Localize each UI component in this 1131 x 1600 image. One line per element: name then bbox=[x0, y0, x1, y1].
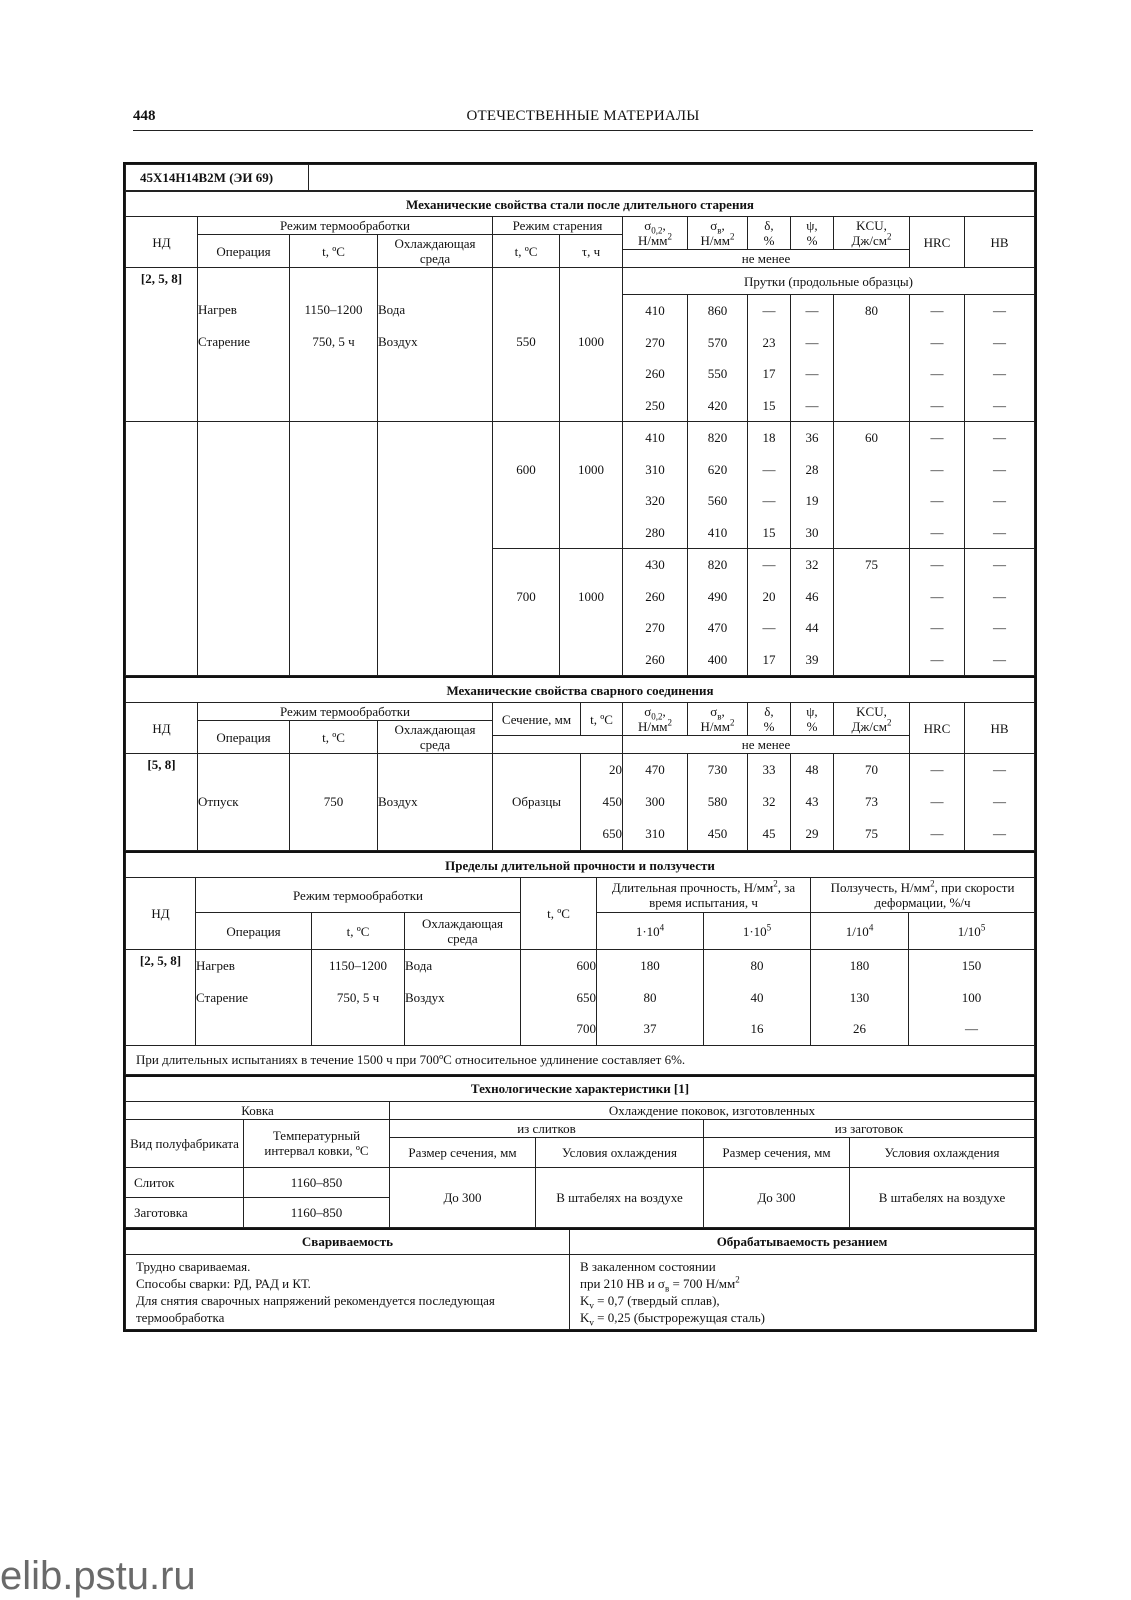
cooling-header: Охлаждающая среда bbox=[378, 235, 493, 268]
weldability-text bbox=[126, 1254, 570, 1329]
tech-title: Технологические характеристики [1] bbox=[126, 1076, 1035, 1102]
aging-temp-600: 600 bbox=[493, 422, 560, 549]
sv-col-g2: 820 620 560 410 bbox=[688, 422, 748, 549]
delta-header: δ, % bbox=[748, 703, 791, 736]
ingot-size-header: Размер сечения, мм bbox=[390, 1137, 536, 1167]
sv-col-g3: 820 490 470 400 bbox=[688, 549, 748, 676]
s02-col-g2: 410 310 320 280 bbox=[623, 422, 688, 549]
creep-cooling: Вода Воздух bbox=[405, 950, 521, 1046]
creep-temps: 1150–1200 750, 5 ч bbox=[312, 950, 405, 1046]
forging-range: 1160–850 bbox=[244, 1167, 390, 1197]
weld-temp: 750 bbox=[290, 754, 378, 851]
grade-blank bbox=[309, 165, 1035, 191]
s02-col-g3: 430 260 270 260 bbox=[623, 549, 688, 676]
strength-header: Длительная прочность, $Н/мм^2$, за время испытания, ч bbox=[597, 878, 811, 913]
aging-title: Механические свойства стали после длительного старения bbox=[126, 192, 1035, 217]
kcu-header: KCU, $Дж/см^2$ bbox=[834, 703, 910, 736]
hb-col-g1: — — — — bbox=[965, 295, 1035, 422]
page-header bbox=[133, 108, 1033, 131]
weld-cooling: Воздух bbox=[378, 754, 493, 851]
machinability-line: $K_v = 0,25$ (быстрорежущая сталь) bbox=[580, 1309, 766, 1328]
operation-header: Операция bbox=[198, 235, 290, 268]
delta-col-g1: — 23 17 15 bbox=[748, 295, 791, 422]
temp-header: t, ºС bbox=[312, 913, 405, 950]
psi-col-g1: — — — — bbox=[791, 295, 834, 422]
delta-col-g2: 18 — — 15 bbox=[748, 422, 791, 549]
heat-treatment-header: Режим термообработки bbox=[198, 217, 493, 235]
aging-nd-cont bbox=[126, 422, 198, 549]
hb-col-g2: — — — — bbox=[965, 422, 1035, 549]
kcu-col-g1: 80 bbox=[834, 295, 910, 422]
cooling-item: Воздух bbox=[378, 334, 418, 349]
weld-hrc: — — — bbox=[910, 754, 965, 851]
strength-1e5-values: 80 40 16 bbox=[704, 950, 811, 1046]
hrc-header: HRC bbox=[910, 217, 965, 268]
aging-temps bbox=[290, 268, 378, 422]
s02-header: $\sigma_{0,2}$, $Н/мм^2$ bbox=[623, 217, 688, 250]
creep-1e5-header: $1/10^5$ bbox=[909, 913, 1035, 950]
strength-1e4-values: 180 80 37 bbox=[597, 950, 704, 1046]
ingot-size: До 300 bbox=[390, 1167, 536, 1227]
psi-header: ψ, % bbox=[791, 217, 834, 250]
aging-temp-value: 550 bbox=[516, 334, 536, 349]
weld-nd: [5, 8] bbox=[126, 754, 198, 851]
from-ingot-header: из слитков bbox=[390, 1119, 704, 1137]
s02-col-g1: 410 270 260 250 bbox=[623, 295, 688, 422]
cooling-cont bbox=[378, 422, 493, 549]
aging-temp-header: t, ºС bbox=[493, 235, 560, 268]
delta-col-g3: — 20 — 17 bbox=[748, 549, 791, 676]
aging-operations bbox=[198, 268, 290, 422]
from-billet-header: из заготовок bbox=[704, 1119, 1035, 1137]
kcu-col-g3: 75 bbox=[834, 549, 910, 676]
delta-header: δ, % bbox=[748, 217, 791, 250]
hrc-header: HRC bbox=[910, 703, 965, 754]
grade-label: 45Х14Н14В2М (ЭИ 69) bbox=[126, 165, 309, 191]
creep-title: Пределы длительной прочности и ползучести bbox=[126, 852, 1035, 878]
aging-nd: [2, 5, 8] bbox=[126, 268, 198, 422]
creep-1e4-header: $1/10^4$ bbox=[811, 913, 909, 950]
aging-time-700: 1000 bbox=[560, 549, 623, 676]
psi-col-g2: 36 28 19 30 bbox=[791, 422, 834, 549]
nd-header: НД bbox=[126, 703, 198, 754]
cooling-forgings-header: Охлаждение поковок, изготовленных bbox=[390, 1101, 1035, 1119]
aging-temp-700: 700 bbox=[493, 549, 560, 676]
test-temp-header: t, ºС bbox=[581, 703, 623, 736]
sv-header: $\sigma_в$, $Н/мм^2$ bbox=[688, 703, 748, 736]
weld-title: Механические свойства сварного соединения bbox=[126, 677, 1035, 703]
strength-1e5-header: $1\cdot 10^5$ bbox=[704, 913, 811, 950]
creep-test-temps: 600 650 700 bbox=[521, 950, 597, 1046]
sv-col-g1: 860 570 550 420 bbox=[688, 295, 748, 422]
aging-mode-header: Режим старения bbox=[493, 217, 623, 235]
weld-section: Образцы bbox=[493, 754, 581, 851]
weld-kcu: 70 73 75 bbox=[834, 754, 910, 851]
weldability-line: Для снятия сварочных напряжений рекомендуется последующая термообработка bbox=[136, 1292, 495, 1325]
aging-time-value: 1000 bbox=[578, 334, 604, 349]
watermark: elib.pstu.ru bbox=[0, 1554, 196, 1598]
material-card bbox=[123, 162, 1037, 1332]
operation-header: Операция bbox=[198, 721, 290, 754]
weld-operation: Отпуск bbox=[198, 754, 290, 851]
machinability-line: В закаленном состоянии bbox=[580, 1258, 716, 1274]
machinability-text bbox=[570, 1254, 1035, 1329]
creep-1e4-values: 180 130 26 bbox=[811, 950, 909, 1046]
aging-nd-cont bbox=[126, 549, 198, 676]
sv-header: $\sigma_в$, $Н/мм^2$ bbox=[688, 217, 748, 250]
cooling-header: Охлаждающая среда bbox=[378, 721, 493, 754]
creep-table bbox=[125, 851, 1035, 1075]
psi-header: ψ, % bbox=[791, 703, 834, 736]
temp-header: t, ºС bbox=[290, 235, 378, 268]
section-header: Сечение, мм bbox=[493, 703, 581, 736]
sample-note: Прутки (продольные образцы) bbox=[623, 268, 1035, 295]
temp-header: t, ºС bbox=[290, 721, 378, 754]
hrc-col-g3: — — — — bbox=[910, 549, 965, 676]
forging-range: 1160–850 bbox=[244, 1197, 390, 1227]
nd-header: НД bbox=[126, 217, 198, 268]
aging-cooling bbox=[378, 268, 493, 422]
creep-nd: [2, 5, 8] bbox=[126, 950, 196, 1046]
heat-treatment-header: Режим термообработки bbox=[196, 878, 521, 913]
operation-item: Старение bbox=[198, 334, 251, 349]
hb-header: НВ bbox=[965, 217, 1035, 268]
weld-delta: 33 32 45 bbox=[748, 754, 791, 851]
machinability-line: $K_v = 0,7$ (твердый сплав), bbox=[580, 1292, 720, 1311]
running-title: ОТЕЧЕСТВЕННЫЕ МАТЕРИАЛЫ bbox=[466, 108, 700, 124]
temp-item: 1150–1200 bbox=[304, 302, 363, 317]
billet-cond-header: Условия охлаждения bbox=[850, 1137, 1035, 1167]
cooling-header: Охлаждающая среда bbox=[405, 913, 521, 950]
hrc-col-g1: — — — — bbox=[910, 295, 965, 422]
ingot-cond-header: Условия охлаждения bbox=[536, 1137, 704, 1167]
operations-cont bbox=[198, 422, 290, 549]
aging-time-550 bbox=[560, 268, 623, 422]
operation-header: Операция bbox=[196, 913, 312, 950]
creep-note: При длительных испытаниях в течение 1500 ч при 700ºС относительное удлинение составляет 6%. bbox=[126, 1045, 1035, 1074]
cooling-cont bbox=[378, 549, 493, 676]
weldability-table bbox=[125, 1228, 1035, 1330]
kcu-header: KCU, $Дж/см^2$ bbox=[834, 217, 910, 250]
temps-cont bbox=[290, 549, 378, 676]
billet-size: До 300 bbox=[704, 1167, 850, 1227]
creep-operations: Нагрев Старение bbox=[196, 950, 312, 1046]
aging-time-600: 1000 bbox=[560, 422, 623, 549]
weld-table bbox=[125, 676, 1035, 851]
s02-header: $\sigma_{0,2}$, $Н/мм^2$ bbox=[623, 703, 688, 736]
strength-1e4-header: $1\cdot 10^4$ bbox=[597, 913, 704, 950]
semi-type: Слиток bbox=[126, 1167, 244, 1197]
weld-psi: 48 43 29 bbox=[791, 754, 834, 851]
weld-hb: — — — bbox=[965, 754, 1035, 851]
hrc-col-g2: — — — — bbox=[910, 422, 965, 549]
tech-table bbox=[125, 1075, 1035, 1228]
semi-type: Заготовка bbox=[126, 1197, 244, 1227]
weldability-line: Трудно свариваемая. bbox=[136, 1258, 251, 1274]
aging-temp-550 bbox=[493, 268, 560, 422]
page-number: 448 bbox=[133, 108, 156, 124]
weldability-title: Свариваемость bbox=[126, 1229, 570, 1255]
hb-header: НВ bbox=[965, 703, 1035, 754]
weldability-line: Способы сварки: РД, РАД и КТ. bbox=[136, 1275, 311, 1291]
heat-treatment-header: Режим термообработки bbox=[198, 703, 493, 721]
creep-1e5-values: 150 100 — bbox=[909, 950, 1035, 1046]
temps-cont bbox=[290, 422, 378, 549]
weld-s02: 470 300 310 bbox=[623, 754, 688, 851]
weld-test-temps: 20 450 650 bbox=[581, 754, 623, 851]
forging-range-header: Температурный интервал ковки, ºС bbox=[244, 1119, 390, 1167]
aging-time-header: τ, ч bbox=[560, 235, 623, 268]
operation-item: Нагрев bbox=[198, 302, 237, 317]
creep-temp-header: t, ºС bbox=[521, 878, 597, 950]
operations-cont bbox=[198, 549, 290, 676]
semi-product-header: Вид полуфабриката bbox=[126, 1119, 244, 1167]
min-values-label: не менее bbox=[623, 736, 910, 754]
hb-col-g3: — — — — bbox=[965, 549, 1035, 676]
machinability-line: при 210 НВ и $\sigma_в = 700$ $Н/мм^2$ bbox=[580, 1274, 740, 1294]
aging-table bbox=[125, 191, 1035, 676]
section-spacer bbox=[493, 736, 623, 754]
machinability-title: Обрабатываемость резанием bbox=[570, 1229, 1035, 1255]
cooling-item: Вода bbox=[378, 302, 406, 317]
min-values-label: не менее bbox=[623, 250, 910, 268]
creep-header: Ползучесть, $Н/мм^2$, при скорости деформации, %/ч bbox=[811, 878, 1035, 913]
weld-sv: 730 580 450 bbox=[688, 754, 748, 851]
psi-col-g3: 32 46 44 39 bbox=[791, 549, 834, 676]
temp-item: 750, 5 ч bbox=[312, 334, 355, 349]
billet-cond: В штабелях на воздухе bbox=[850, 1167, 1035, 1227]
forging-header: Ковка bbox=[126, 1101, 390, 1119]
kcu-col-g2: 60 bbox=[834, 422, 910, 549]
ingot-cond: В штабелях на воздухе bbox=[536, 1167, 704, 1227]
grade-table bbox=[125, 164, 1035, 191]
nd-header: НД bbox=[126, 878, 196, 950]
billet-size-header: Размер сечения, мм bbox=[704, 1137, 850, 1167]
